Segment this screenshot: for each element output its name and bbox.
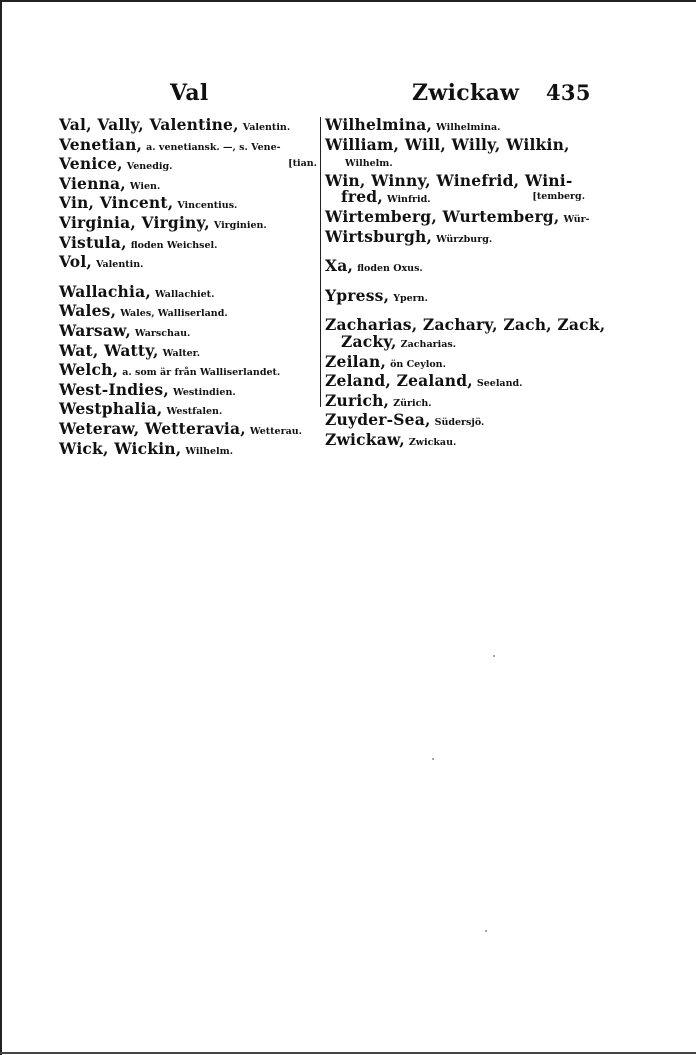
headword: Wirtemberg, Wurtemberg, <box>325 206 560 226</box>
runover-text: [tian. <box>288 158 317 170</box>
gloss: Wetterau. <box>249 425 302 437</box>
page-number: 435 <box>546 80 591 105</box>
headword: Val, Vally, Valentine, <box>59 115 239 134</box>
gloss: Wilhelm. <box>185 445 233 457</box>
gloss: Zacharias. <box>400 338 457 350</box>
headword: Weteraw, Wetteravia, <box>59 418 246 438</box>
entry-ypress <box>325 285 585 308</box>
headword: Venice, <box>59 154 123 174</box>
gloss: Seeland. <box>476 378 523 390</box>
gloss: a. som är från Walliserlandet. <box>122 367 281 379</box>
gloss: Wür- <box>563 213 590 225</box>
section-gap <box>325 248 585 258</box>
headword: Wirtsburgh, <box>325 226 433 246</box>
gloss: Wilhelm. <box>345 158 393 170</box>
headword: Vienna, <box>59 173 126 193</box>
running-head-left: Val <box>170 80 209 106</box>
gloss: Walter. <box>162 347 201 359</box>
headword: Zacky, <box>341 331 397 351</box>
headword: Wat, Watty, <box>59 340 159 360</box>
column-divider <box>320 117 321 407</box>
headword: Wales, <box>59 301 117 321</box>
entry-vol <box>59 254 317 274</box>
headword: Zacharias, Zachary, Zach, Zack, <box>325 315 606 335</box>
headword: Vol, <box>59 252 93 272</box>
paper-speck <box>485 930 487 932</box>
page-edge-left <box>0 0 2 1055</box>
gloss: Ypern. <box>393 292 428 304</box>
gloss: Zürich. <box>393 397 432 409</box>
headword: Ypress, <box>325 285 390 305</box>
headword: William, Will, Willy, Wilkin, <box>325 134 570 154</box>
page-edge-top <box>0 0 696 2</box>
gloss: Südersjö. <box>434 417 485 429</box>
gloss: Westfalen. <box>166 406 223 418</box>
entry-vistula <box>59 232 317 255</box>
gloss: Winfrid. <box>386 194 431 206</box>
headword: Zuyder-Sea, <box>325 410 431 430</box>
gloss: Wilhelmina. <box>436 122 501 133</box>
gloss: Valentin. <box>96 259 144 271</box>
runover-text: [temberg. <box>532 191 585 203</box>
gloss: Wien. <box>129 180 161 192</box>
gloss: Zwickau. <box>408 436 457 448</box>
headword: Venetian, <box>59 134 143 154</box>
gloss: Venedig. <box>126 161 173 173</box>
headword: Zurich, <box>325 390 390 410</box>
gloss: Wallachiet. <box>154 288 215 300</box>
entry-wick <box>59 438 317 461</box>
headword: Vin, Vincent, <box>59 193 174 213</box>
left-column <box>59 117 317 460</box>
entry-william <box>325 134 585 154</box>
headword: Vistula, <box>59 232 127 252</box>
entry-zwickaw <box>325 429 585 452</box>
page-edge-bottom <box>0 1052 696 1054</box>
headword: Wallachia, <box>59 281 151 301</box>
headword: Virginia, Virginy, <box>59 212 210 232</box>
entry-xa <box>325 258 585 278</box>
gloss: Vincentius. <box>177 200 238 212</box>
headword: Wilhelmina, <box>325 115 433 134</box>
paper-speck <box>432 758 434 760</box>
gloss: Virginien. <box>213 219 267 231</box>
gloss: Wales, Walliserland. <box>120 308 228 320</box>
headword: fred, <box>341 187 383 207</box>
gloss: Würzburg. <box>436 233 493 245</box>
headword: Win, Winny, Winefrid, Wini- <box>325 170 573 190</box>
gloss: Westindien. <box>172 386 236 398</box>
gloss: Warschau. <box>134 327 191 339</box>
headword: Welch, <box>59 360 119 380</box>
running-head-right: Zwickaw <box>412 80 520 106</box>
paper-speck <box>493 655 495 657</box>
headword: West-Indies, <box>59 379 169 399</box>
headword: Zwickaw, <box>325 429 405 449</box>
gloss: Valentin. <box>242 122 291 133</box>
headword: Xa, <box>325 256 354 276</box>
entry-wirtsburgh <box>325 226 585 249</box>
headword: Wick, Wickin, <box>59 438 182 458</box>
headword: Warsaw, <box>59 320 131 340</box>
headword: Zeland, Zealand, <box>325 371 473 391</box>
gloss: floden Oxus. <box>357 263 423 275</box>
headword: Westphalia, <box>59 399 163 419</box>
gloss: a. venetiansk. —, s. Vene- <box>146 141 281 153</box>
gloss: floden Weichsel. <box>130 239 218 251</box>
gloss: ön Ceylon. <box>390 358 446 370</box>
right-column <box>325 115 606 452</box>
headword: Zeilan, <box>325 351 387 371</box>
